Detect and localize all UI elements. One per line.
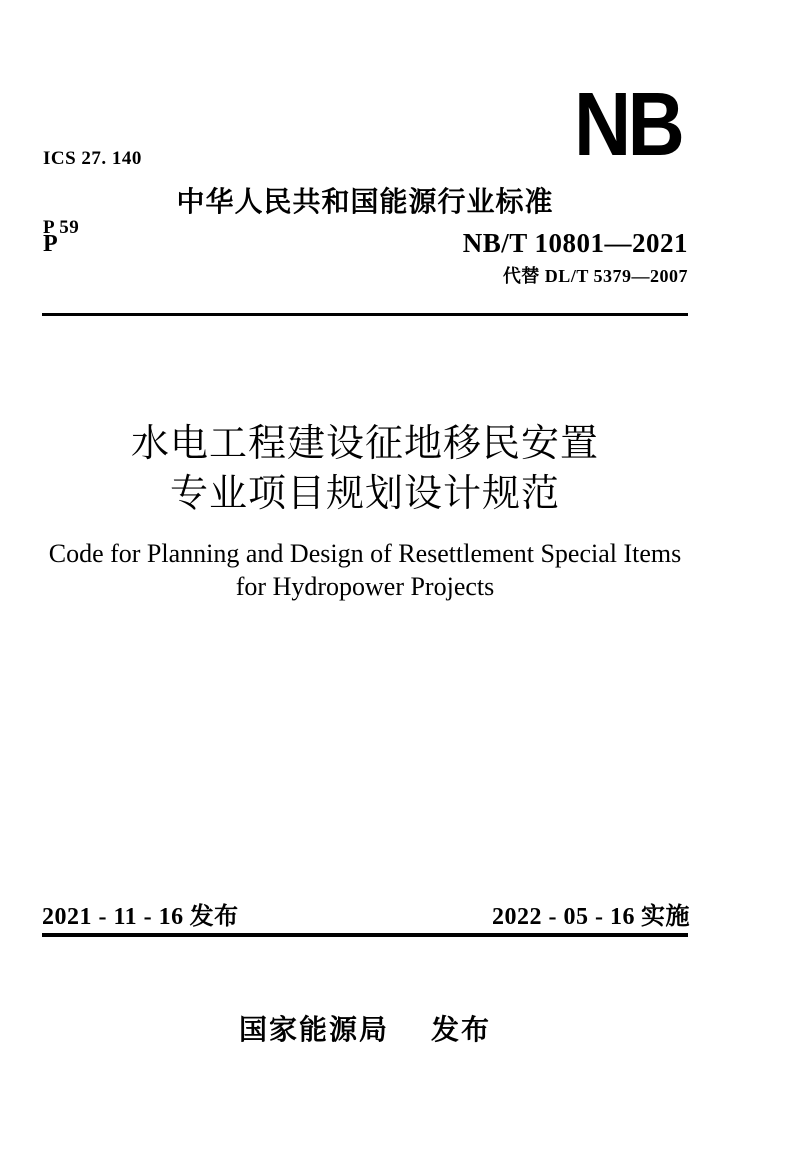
top-rule — [42, 313, 688, 316]
publisher-row — [42, 1008, 688, 1048]
issue-date: 2021 - 11 - 16 — [42, 904, 184, 930]
title-chinese — [42, 418, 688, 518]
nb-logo: NB — [574, 75, 682, 175]
title-english-line2: for Hydropower Projects — [235, 572, 495, 601]
implement-label: 实施 — [641, 903, 690, 930]
bottom-rule — [42, 933, 688, 937]
standard-number: NB/T 10801—2021 — [462, 228, 688, 258]
replaces-note: 代替 DL/T 5379—2007 — [502, 266, 688, 286]
standard-category-heading: 中华人民共和国能源行业标准 — [176, 186, 554, 217]
issue-date-item — [42, 896, 239, 931]
issue-label: 发布 — [189, 903, 239, 930]
publisher-name: 国家能源局 — [238, 1014, 389, 1045]
publisher-action: 发布 — [431, 1014, 492, 1045]
classification-code: P 59 — [43, 217, 80, 238]
implement-date-item — [492, 896, 690, 931]
title-chinese-line2: 专业项目规划设计规范 — [169, 471, 560, 515]
category-letter: P — [43, 231, 58, 257]
title-english — [42, 537, 688, 603]
dates-row — [42, 896, 690, 931]
standard-number-block — [42, 228, 688, 289]
title-chinese-line1: 水电工程建设征地移民安置 — [130, 421, 599, 465]
implement-date: 2022 - 05 - 16 — [492, 904, 635, 930]
title-english-line1: Code for Planning and Design of Resettlement Special Items — [48, 539, 682, 568]
ics-code: ICS 27. 140 — [43, 148, 142, 169]
